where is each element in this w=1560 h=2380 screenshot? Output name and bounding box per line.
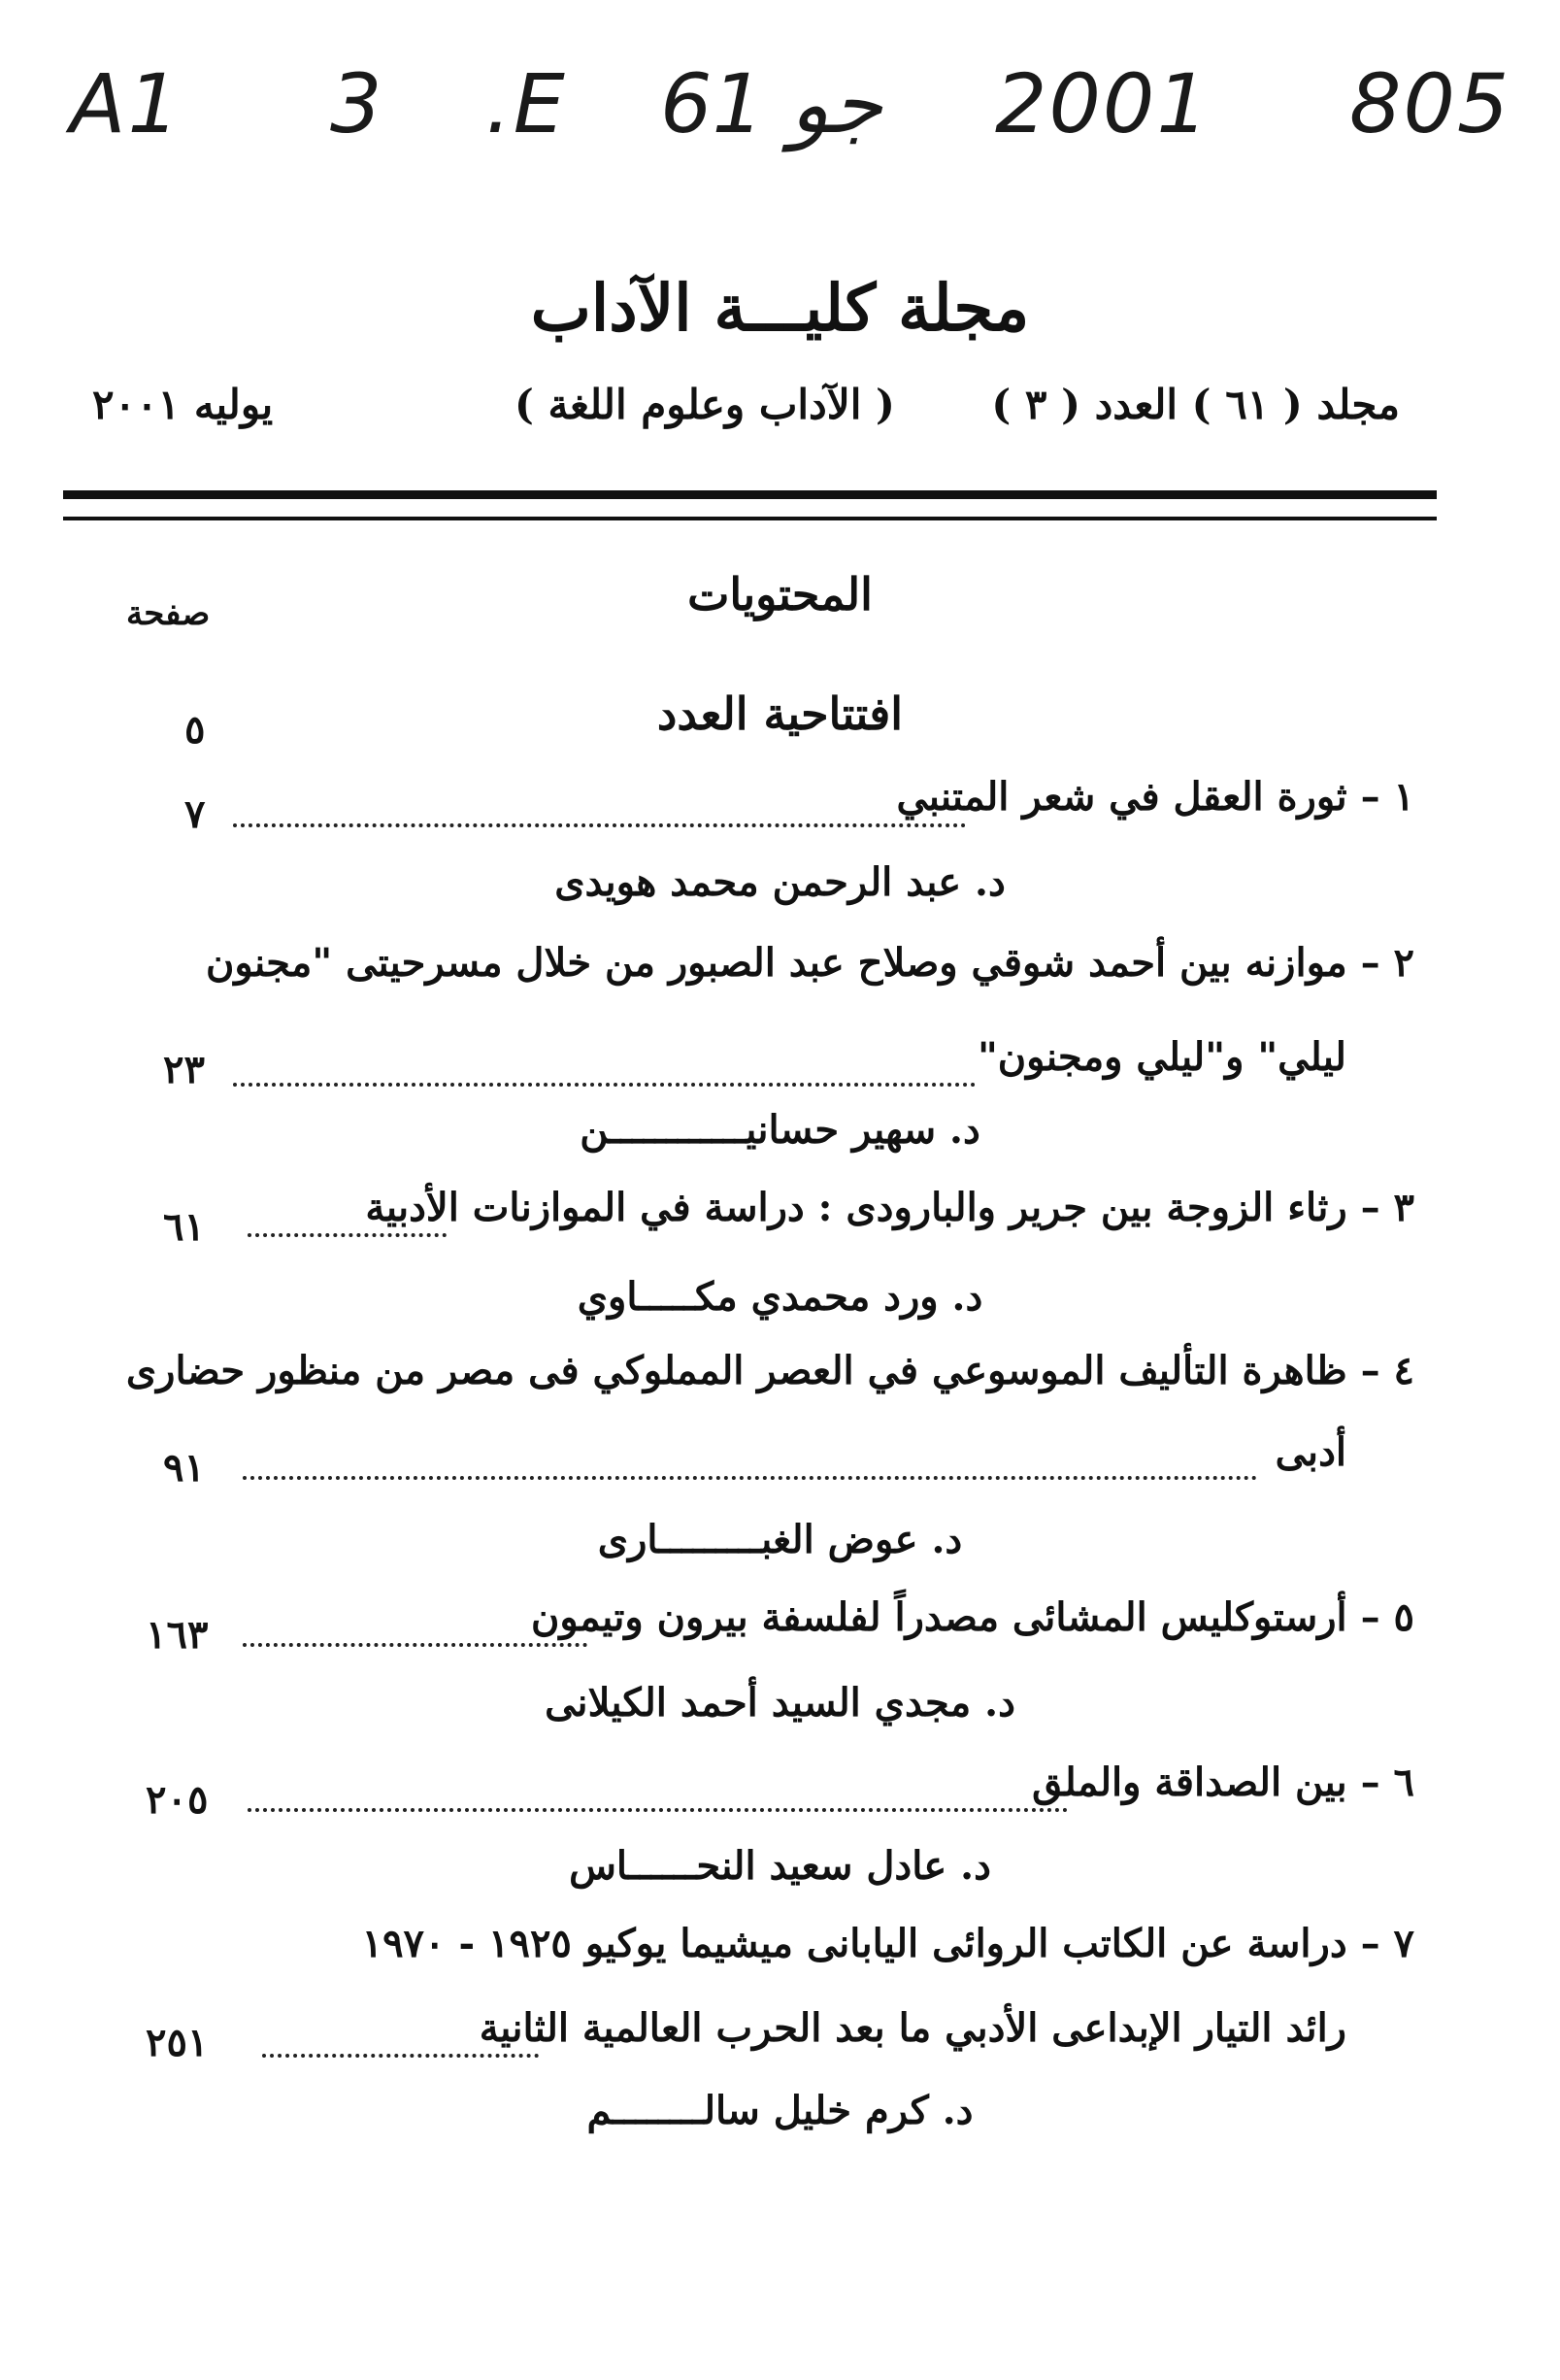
toc-entry-7-title-cont: رائد التيار الإبداعى الأدبي ما بعد الحرب العالمية الثانية xyxy=(479,2005,1346,2051)
opening-title: افتتاحية العدد xyxy=(656,687,904,740)
toc-entry-3-page: ٦١ xyxy=(163,1204,205,1250)
section-name: ( الآداب وعلوم اللغة ) xyxy=(514,381,895,428)
toc-entry-2-title: ٢ – موازنه بين أحمد شوقي وصلاح عبد الصبور من خلال مسرحيتى "مجنون xyxy=(206,940,1414,986)
page-column-label: صفحة xyxy=(126,594,211,633)
volume-issue: مجلد ( ٦١ ) العدد ( ٣ ) xyxy=(991,381,1400,428)
toc-entry-3-title: ٣ – رثاء الزوجة بين جرير والبارودى : دراسة في الموازنات الأدبية xyxy=(365,1185,1414,1230)
contents-heading: المحتويات xyxy=(687,568,873,620)
toc-entry-1-page: ٧ xyxy=(184,791,206,837)
handwritten-note-c: .E xyxy=(485,56,567,151)
opening-page: ٥ xyxy=(184,707,206,753)
toc-entry-6-page: ٢٠٥ xyxy=(146,1777,209,1823)
toc-entry-6-title: ٦ – بين الصداقة والملق xyxy=(1032,1760,1414,1805)
toc-entry-5-leader xyxy=(243,1643,587,1647)
toc-entry-1-title: ١ – ثورة العقل في شعر المتنبي xyxy=(896,774,1414,820)
toc-entry-6-author: د. عادل سعيد النحــــــاس xyxy=(569,1843,991,1889)
toc-entry-4-title: ٤ – ظاهرة التأليف الموسوعي في العصر المملوكي فى مصر من منظور حضارى xyxy=(125,1348,1414,1393)
toc-entry-7-title: ٧ – دراسة عن الكاتب الروائى اليابانى ميشيما يوكيو ١٩٢٥ - ١٩٧٠ xyxy=(361,1921,1414,1966)
toc-entry-4-page: ٩١ xyxy=(163,1445,205,1491)
header-rule-thin xyxy=(63,517,1437,520)
handwritten-note-e: 2001 xyxy=(995,56,1211,151)
header-rule-thick xyxy=(63,490,1437,499)
toc-entry-4-author: د. عوض الغبـــــــــارى xyxy=(597,1517,963,1562)
issue-date: يوليه ٢٠٠١ xyxy=(92,381,274,428)
toc-entry-3-leader xyxy=(248,1233,447,1237)
toc-entry-4-title-cont: أدبى xyxy=(1275,1429,1346,1475)
toc-entry-1-author: د. عبد الرحمن محمد هويدى xyxy=(554,859,1006,905)
toc-entry-2-title-cont: ليلي" و"ليلي ومجنون" xyxy=(977,1034,1346,1080)
handwritten-note-f: 805 xyxy=(1349,56,1511,151)
toc-entry-5-author: د. مجدي السيد أحمد الكيلانى xyxy=(545,1680,1015,1726)
toc-entry-3-author: د. ورد محمدي مكـــــاوي xyxy=(577,1274,983,1320)
toc-entry-5-page: ١٦٣ xyxy=(146,1612,209,1658)
toc-entry-1-leader xyxy=(233,823,966,827)
handwritten-note-a: A1 xyxy=(70,56,182,151)
toc-entry-6-leader xyxy=(248,1808,1068,1812)
journal-title: مجلة كليـــة الآداب xyxy=(530,270,1030,346)
toc-entry-7-author: د. كرم خليل سالــــــــم xyxy=(586,2088,974,2133)
toc-entry-7-leader xyxy=(262,2054,539,2058)
toc-entry-5-title: ٥ – أرستوكليس المشائى مصدراً لفلسفة بيرون وتيمون xyxy=(531,1594,1414,1640)
toc-entry-4-leader xyxy=(243,1476,1257,1480)
toc-entry-7-page: ٢٥١ xyxy=(146,2020,209,2065)
toc-entry-2-leader xyxy=(233,1083,976,1087)
toc-entry-2-author: د. سهير حسانيــــــــــــن xyxy=(580,1107,980,1153)
handwritten-note-b: 3 xyxy=(330,56,384,151)
handwritten-note-d: 61 جو xyxy=(660,56,882,151)
toc-entry-2-page: ٢٣ xyxy=(163,1047,205,1092)
